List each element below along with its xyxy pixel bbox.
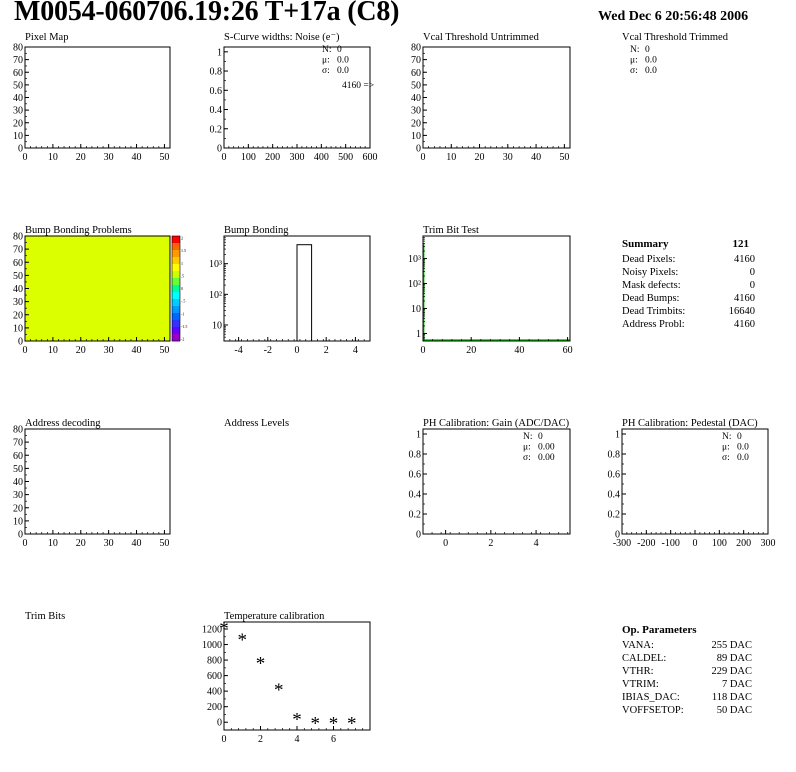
op-parameter-key: VTRIM: [622,679,659,690]
x-tick-label: 50 [159,538,170,549]
x-tick-label: 10 [47,152,58,163]
x-tick-label: -200 [637,538,656,549]
x-tick-label: 300 [289,152,305,163]
chart-bump_bonding [209,225,370,356]
x-tick-label: -2 [263,345,272,356]
summary-title: Summary [622,238,669,250]
summary-key: Dead Bumps: [622,293,680,304]
y-tick-label: 0.4 [607,489,620,501]
summary-value: 16640 [728,306,755,317]
y-tick-label: 0.2 [209,124,222,136]
x-tick-label: 30 [502,152,513,163]
stat-value: 0.0 [337,66,349,76]
y-tick-label: 30 [13,105,23,117]
stat-value: 0.0 [737,442,749,453]
data-point: * [310,713,320,735]
x-tick-label: 40 [131,152,142,163]
palette-label: .5 [181,273,184,279]
palette-swatch [172,285,180,292]
x-tick-label: 0 [294,345,300,356]
palette-swatch [172,250,180,257]
y-tick-label: 80 [13,42,23,54]
palette-label: -1 [181,311,185,317]
palette-label: -.5 [181,298,186,304]
x-tick-label: 0 [221,152,227,163]
y-tick-label: 40 [13,284,23,295]
x-tick-label: 0 [420,345,426,356]
x-tick-label: 40 [131,538,142,549]
x-tick-label: 20 [75,345,86,356]
op-parameter-key: IBIAS_DAC: [622,692,680,703]
x-tick-label: 4 [533,538,539,549]
y-tick-label: 0.6 [607,469,620,481]
stat-key: μ: [523,442,531,453]
palette-label: 2 [181,235,183,241]
chart-title: Vcal Threshold Trimmed [622,32,728,43]
stat-key: σ: [322,66,330,76]
palette-swatch [172,292,180,299]
plot-frame [25,47,170,148]
x-tick-label: 0 [692,538,698,549]
palette-label: -1.5 [181,323,188,329]
op-parameter-key: VOFFSETOP: [622,705,684,716]
x-tick-label: 2 [258,734,263,745]
stat-value: 0 [737,432,742,442]
y-tick-label: 0.8 [408,449,421,461]
op-parameter-key: VANA: [622,640,654,651]
y-tick-label: 0 [615,529,620,541]
histogram-bar [297,245,312,341]
y-tick-label: 30 [13,490,23,502]
data-point: * [237,630,247,652]
x-tick-label: 500 [338,152,354,163]
chart-trim_bit_test [408,225,573,356]
x-tick-label: -4 [234,345,243,356]
palette-swatch [172,320,180,327]
palette-label: 1.5 [181,248,186,254]
stat-value: 0.00 [538,453,555,463]
y-tick-label: 70 [411,55,421,67]
summary-value: 4160 [734,319,755,330]
x-tick-label: 0 [22,152,28,163]
stat-value: 0.0 [645,55,657,66]
chart-vcal_untrimmed [411,32,570,163]
x-tick-label: 100 [240,152,256,163]
palette-swatch [172,299,180,306]
chart-title: Temperature calibration [224,611,325,622]
y-tick-label: 1200 [202,624,222,636]
chart-trim_bits [25,611,65,622]
chart-ph_pedestal [608,418,776,549]
stat-key: σ: [722,453,730,463]
y-tick-label: 30 [13,297,23,309]
x-tick-label: 40 [514,345,525,356]
palette-label: 0 [181,286,183,291]
x-tick-label: 200 [265,152,281,163]
y-tick-label: 0.4 [408,489,421,501]
y-tick-label: 0 [217,717,222,729]
x-tick-label: 200 [736,538,752,549]
stat-key: N: [523,432,533,442]
y-tick-label: 0 [18,336,23,348]
palette-swatch [172,313,180,320]
chart-pixel_map [13,32,170,163]
x-tick-label: 50 [159,345,170,356]
stat-key: μ: [722,442,730,453]
y-tick-label: 0.6 [209,85,222,97]
chart-title: PH Calibration: Pedestal (DAC) [622,418,758,429]
y-tick-label: 80 [411,42,421,54]
data-point: * [274,679,284,701]
page-title: M0054-060706.19:26 T+17a (C8) [14,0,400,27]
y-tick-label: 10 [13,323,23,335]
y-tick-label: 20 [13,503,23,515]
y-tick-label: 70 [13,244,23,256]
y-tick-label: 0 [217,143,222,155]
overflow-label: 4160 => [342,81,375,91]
palette-swatch [172,264,180,271]
y-tick-label: 10 [13,130,23,142]
y-tick-label: 60 [13,450,23,462]
palette-label: -2 [181,336,185,342]
chart-title: Vcal Threshold Untrimmed [423,32,539,43]
x-tick-label: 2 [488,538,494,549]
x-tick-label: 20 [75,538,86,549]
stat-key: μ: [630,55,638,66]
summary-key: Dead Trimbits: [622,306,686,317]
chart-title: Trim Bit Test [423,225,479,236]
palette-swatch [172,334,180,341]
x-tick-label: 30 [103,345,114,356]
palette-swatch [172,278,180,285]
x-tick-label: 10 [446,152,457,163]
x-tick-label: 40 [131,345,142,356]
chart-title: S-Curve widths: Noise (e⁻) [224,32,340,43]
stat-key: N: [630,45,640,55]
summary-value: 4160 [734,293,755,304]
op-parameter-key: VTHR: [622,666,654,677]
y-tick-label: 70 [13,55,23,67]
y-tick-label: 0 [18,143,23,155]
x-tick-label: 40 [531,152,542,163]
x-tick-label: 4 [352,345,358,356]
stat-key: σ: [523,453,531,463]
y-tick-label: 10² [209,289,222,301]
x-tick-label: 4 [294,734,300,745]
data-point: * [292,709,302,731]
timestamp: Wed Dec 6 20:56:48 2006 [598,9,749,24]
y-tick-label: 10 [13,516,23,528]
stat-key: μ: [322,55,330,66]
x-tick-label: -300 [612,538,632,549]
y-tick-label: 40 [13,477,23,488]
y-tick-label: 200 [207,702,222,714]
op-parameter-value: 118 DAC [711,692,752,703]
y-tick-label: 20 [411,118,421,130]
op-parameter-value: 229 DAC [711,666,752,677]
summary-key: Mask defects: [622,280,681,291]
y-tick-label: 0.2 [607,509,620,521]
y-tick-label: 1 [416,429,421,441]
chart-title: Bump Bonding [224,225,289,236]
y-tick-label: 80 [13,424,23,436]
stat-value: 0 [645,45,650,55]
stat-value: 0 [538,432,543,442]
chart-address_decoding [13,418,170,549]
summary-total: 121 [732,238,749,250]
y-tick-label: 20 [13,310,23,322]
op-parameter-key: CALDEL: [622,653,667,664]
op-parameter-value: 50 DAC [716,705,752,716]
x-tick-label: 30 [103,538,114,549]
plot-frame [423,47,570,148]
y-tick-label: 1000 [202,640,222,652]
y-tick-label: 600 [207,671,222,683]
plot-frame [423,236,570,341]
summary-key: Noisy Pixels: [622,267,679,278]
palette-swatch [172,306,180,313]
y-tick-label: 50 [13,270,23,282]
data-point: * [347,713,357,735]
y-tick-label: 50 [13,463,23,475]
x-tick-label: 20 [466,345,477,356]
palette-swatch [172,243,180,250]
chart-address_levels [224,418,289,429]
stat-value: 0.0 [337,55,349,66]
y-tick-label: 60 [13,67,23,79]
x-tick-label: 0 [420,152,426,163]
y-tick-label: 80 [13,231,23,243]
y-tick-label: 30 [411,105,421,117]
op-parameter-value: 89 DAC [716,653,752,664]
y-tick-label: 1 [615,429,620,441]
palette-swatch [172,327,180,334]
y-tick-label: 40 [411,93,421,104]
y-tick-label: 0 [18,529,23,541]
chart-title: Pixel Map [25,32,69,43]
stat-key: σ: [630,66,638,76]
chart-scurve_noise [210,32,378,163]
y-tick-label: 0.2 [408,509,421,521]
y-tick-label: 60 [13,257,23,269]
y-tick-label: 0 [416,143,421,155]
y-tick-label: 0.8 [607,449,620,461]
palette-swatch [172,257,180,264]
stat-value: 0 [337,45,342,55]
data-point: * [219,618,229,640]
x-tick-label: 0 [22,345,28,356]
y-tick-label: 40 [13,93,23,104]
y-tick-label: 60 [411,67,421,79]
y-tick-label: 0.4 [209,105,222,117]
y-tick-label: 10³ [209,259,222,271]
chart-title: Address Levels [224,418,290,429]
chart-title: Address decoding [25,418,101,429]
palette-label: 1 [181,260,183,266]
y-tick-label: 0 [416,529,421,541]
x-tick-label: 10 [47,538,58,549]
y-tick-label: 10 [411,130,421,142]
x-tick-label: 20 [474,152,485,163]
x-tick-label: 20 [75,152,86,163]
x-tick-label: 60 [562,345,573,356]
x-tick-label: 2 [323,345,329,356]
summary-value: 0 [749,267,755,278]
chart-title: Trim Bits [25,611,66,622]
chart-ph_gain [409,418,571,549]
y-tick-label: 800 [207,655,222,667]
chart-bump_problems [13,225,187,356]
summary-value: 4160 [734,254,755,265]
op-parameters-title: Op. Parameters [622,624,697,636]
stat-value: 0.0 [737,453,749,463]
chart-title: PH Calibration: Gain (ADC/DAC) [423,418,570,429]
summary-panel [622,238,755,330]
stat-value: 0.0 [645,66,657,76]
y-tick-label: 1 [217,47,222,59]
y-tick-label: 50 [411,80,421,92]
y-tick-label: 0.6 [408,469,421,481]
op-parameter-value: 255 DAC [711,640,752,651]
x-tick-label: 600 [362,152,378,163]
y-tick-label: 0.8 [209,66,222,78]
x-tick-label: 50 [559,152,570,163]
y-tick-label: 50 [13,80,23,92]
stat-key: N: [722,432,732,442]
summary-key: Address Probl: [622,319,685,330]
op-parameter-value: 7 DAC [721,679,752,690]
x-tick-label: 300 [760,538,776,549]
x-tick-label: 6 [331,734,336,745]
x-tick-label: 100 [711,538,727,549]
chart-title: Bump Bonding Problems [25,225,132,236]
summary-key: Dead Pixels: [622,254,676,265]
palette-swatch [172,271,180,278]
summary-value: 0 [749,280,755,291]
op-parameters-panel [622,624,752,716]
x-tick-label: 0 [22,538,28,549]
y-tick-label: 400 [207,686,222,698]
chart-temperature [202,611,370,745]
y-tick-label: 10³ [408,254,421,266]
heatmap-fill [25,236,170,341]
plot-frame [25,429,170,534]
data-point: * [255,653,266,675]
y-tick-label: 10 [212,320,222,332]
x-tick-label: 0 [443,538,449,549]
x-tick-label: 0 [221,734,227,745]
x-tick-label: 30 [103,152,114,163]
y-tick-label: 70 [13,437,23,449]
x-tick-label: 10 [47,345,58,356]
x-tick-label: 50 [159,152,170,163]
stat-key: N: [322,45,332,55]
data-point: * [328,713,339,735]
chart-vcal_trimmed [622,32,729,76]
y-tick-label: 10 [411,304,421,316]
x-tick-label: -100 [661,538,680,549]
y-tick-label: 1 [416,328,421,340]
palette-swatch [172,236,180,243]
y-tick-label: 10² [408,279,421,291]
y-tick-label: 20 [13,118,23,130]
x-tick-label: 400 [313,152,329,163]
stat-value: 0.00 [538,442,555,453]
